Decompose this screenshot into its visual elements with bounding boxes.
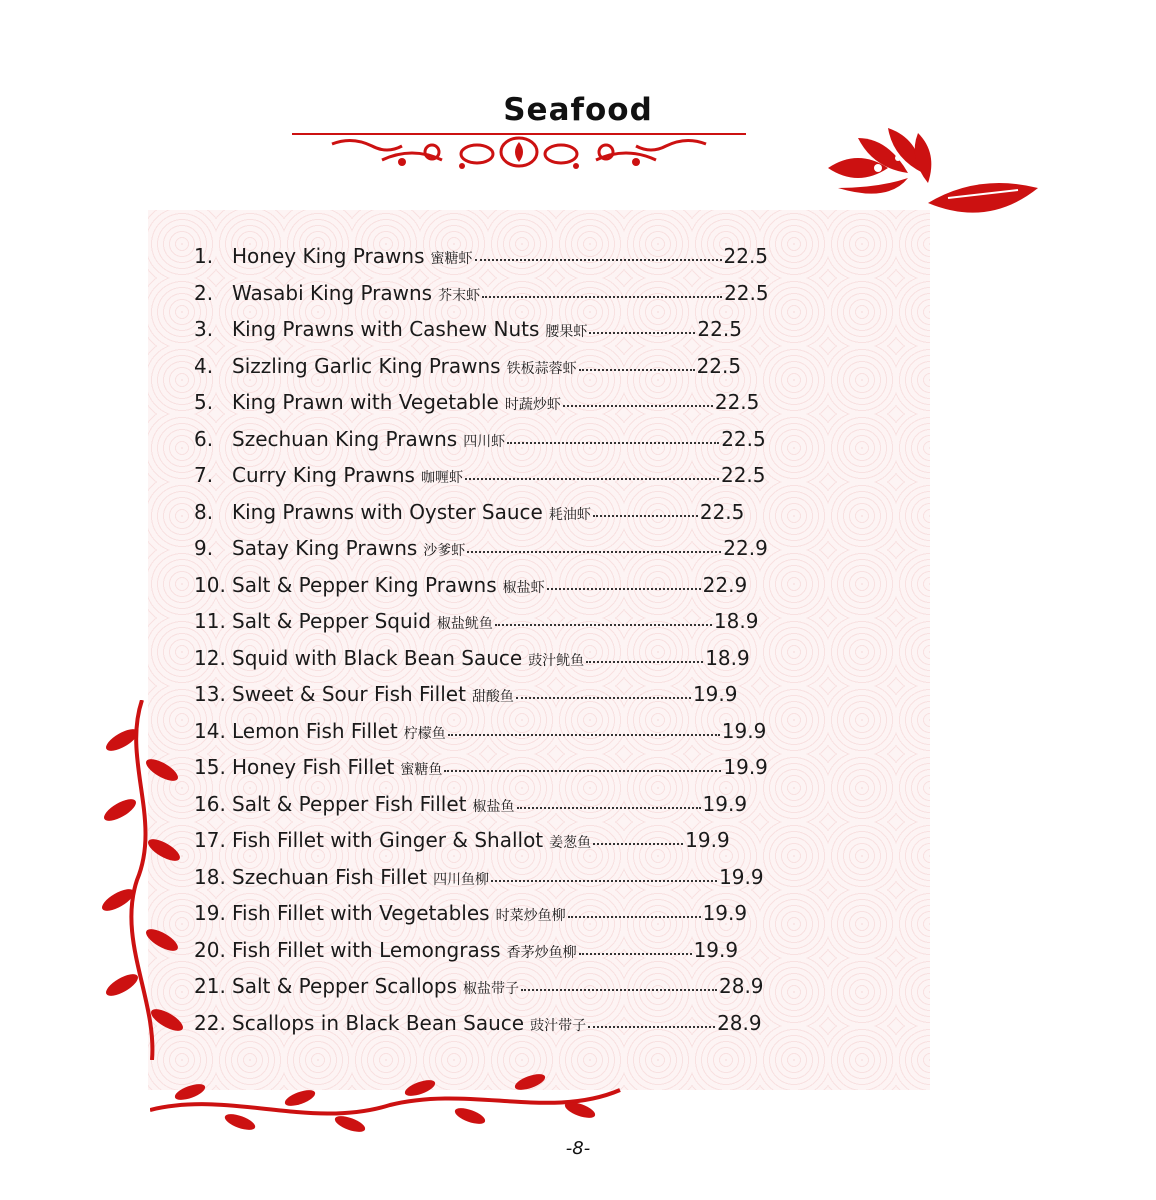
menu-item-chinese-name: 时菜炒鱼柳 [495, 908, 566, 924]
menu-item-price: 19.9 [702, 791, 748, 816]
menu-item-chinese-name: 时蔬炒虾 [504, 397, 561, 413]
menu-item [194, 384, 794, 421]
menu-item-leader-dots [593, 511, 698, 517]
menu-item-number: 22. [194, 1010, 226, 1035]
menu-item-name: Salt & Pepper Fish Fillet [232, 791, 467, 816]
menu-item-chinese-name: 豉汁带子 [530, 1017, 587, 1034]
menu-item [194, 749, 794, 786]
menu-item-leader-dots [563, 401, 713, 407]
menu-item-name: Squid with Black Bean Sauce [232, 645, 523, 670]
menu-item-number: 6. [194, 426, 214, 451]
menu-item-name: Salt & Pepper King Prawns [232, 572, 497, 597]
menu-item-name: Lemon Fish Fillet [232, 718, 398, 743]
menu-list [194, 238, 794, 1041]
menu-item-number: 10. [194, 572, 226, 597]
menu-item [194, 786, 794, 823]
menu-item-name: Scallops in Black Bean Sauce [232, 1010, 525, 1035]
menu-item-number: 16. [194, 791, 226, 816]
menu-item-price: 22.5 [723, 244, 769, 268]
menu-item-name: Salt & Pepper Scallops [232, 974, 457, 998]
menu-item-chinese-name: 芥末虾 [438, 287, 481, 304]
menu-item-chinese-name: 姜葱鱼 [549, 835, 592, 851]
menu-item-name: Szechuan Fish Fillet [232, 864, 428, 889]
menu-item-chinese-name: 四川虾 [463, 433, 506, 450]
menu-item-name: King Prawns with Oyster Sauce [232, 499, 543, 524]
menu-item-number: 3. [194, 317, 214, 341]
menu-item-price: 22.5 [720, 463, 766, 487]
menu-item-number: 7. [194, 463, 214, 487]
menu-item-number: 17. [194, 828, 226, 852]
menu-item-name: King Prawn with Vegetable [232, 390, 499, 414]
menu-item-name: Honey Fish Fillet [232, 755, 395, 779]
menu-item [194, 968, 794, 1005]
menu-item-number: 15. [194, 755, 226, 779]
menu-item-number: 18. [194, 864, 226, 889]
menu-item-chinese-name: 腰果虾 [545, 324, 588, 340]
menu-item-price: 22.5 [699, 499, 745, 524]
menu-item [194, 676, 794, 713]
menu-item-chinese-name: 沙爹虾 [423, 543, 466, 559]
menu-item-number: 11. [194, 609, 226, 633]
menu-item-leader-dots [444, 766, 721, 772]
menu-item-leader-dots [507, 438, 719, 444]
menu-item-price: 22.5 [721, 426, 766, 451]
menu-item-number: 14. [194, 718, 226, 743]
menu-item [194, 530, 794, 567]
menu-item-leader-dots [521, 985, 717, 991]
menu-item-number: 9. [194, 536, 214, 560]
menu-item [194, 238, 794, 275]
menu-item [194, 494, 794, 531]
menu-item-price: 28.9 [719, 974, 764, 998]
page-title: Seafood [503, 92, 653, 128]
menu-item-price: 19.9 [723, 755, 768, 779]
menu-item [194, 640, 794, 677]
menu-item-price: 19.9 [685, 828, 730, 852]
menu-item-leader-dots [579, 365, 695, 371]
menu-item-chinese-name: 蜜糖鱼 [400, 762, 443, 778]
menu-item [194, 567, 794, 604]
menu-item-price: 22.5 [696, 353, 742, 378]
menu-item-price: 19.9 [692, 682, 738, 706]
menu-item-name: Salt & Pepper Squid [232, 609, 431, 633]
menu-item [194, 713, 794, 750]
menu-item-leader-dots [516, 693, 691, 699]
menu-item-chinese-name: 椒盐虾 [502, 579, 545, 596]
menu-item-chinese-name: 耗油虾 [548, 506, 591, 523]
title-ornament-icon [292, 130, 746, 174]
lotus-flower-icon [818, 128, 1040, 228]
menu-item-chinese-name: 豉汁鱿鱼 [528, 652, 585, 669]
menu-item-chinese-name: 蜜糖虾 [430, 251, 473, 267]
menu-item-chinese-name: 椒盐带子 [463, 981, 519, 997]
menu-item-price: 18.9 [705, 645, 750, 670]
menu-item-price: 18.9 [713, 609, 759, 633]
menu-item-chinese-name: 柠檬鱼 [403, 725, 446, 742]
menu-item-number: 13. [194, 682, 226, 706]
menu-item-price: 22.5 [714, 390, 760, 414]
menu-item-number: 21. [194, 974, 226, 998]
menu-item [194, 457, 794, 494]
menu-item-name: Wasabi King Prawns [232, 280, 433, 305]
page-number: -8- [565, 1138, 591, 1159]
menu-item-number: 2. [194, 280, 214, 305]
menu-item-leader-dots [448, 730, 720, 736]
menu-item-price: 19.9 [702, 901, 748, 925]
menu-item-number: 4. [194, 353, 214, 378]
menu-item-chinese-name: 铁板蒜蓉虾 [506, 360, 577, 377]
menu-item-leader-dots [517, 803, 701, 809]
menu-item-name: Fish Fillet with Vegetables [232, 901, 490, 925]
menu-item [194, 311, 794, 348]
menu-item [194, 1005, 794, 1042]
menu-item-leader-dots [495, 620, 712, 626]
menu-item-number: 12. [194, 645, 226, 670]
menu-item-price: 22.9 [723, 536, 768, 560]
menu-item-price: 28.9 [717, 1010, 762, 1035]
menu-item-leader-dots [579, 949, 692, 955]
menu-item-leader-dots [475, 255, 722, 261]
menu-item-chinese-name: 椒盐鱿鱼 [436, 616, 493, 632]
menu-item-number: 5. [194, 390, 214, 414]
menu-item-leader-dots [465, 474, 719, 480]
menu-item-name: Fish Fillet with Ginger & Shallot [232, 828, 544, 852]
menu-item-chinese-name: 咖喱虾 [420, 470, 463, 486]
menu-item-leader-dots [588, 1022, 715, 1028]
menu-item [194, 859, 794, 896]
menu-item-chinese-name: 椒盐鱼 [472, 798, 515, 815]
menu-item-leader-dots [589, 328, 695, 334]
menu-item-leader-dots [491, 876, 717, 882]
menu-item [194, 895, 794, 932]
vine-ornament-icon [92, 700, 192, 1060]
vine-ornament-bottom-icon [150, 1060, 630, 1140]
menu-item-price: 22.5 [724, 280, 769, 305]
menu-item-number: 20. [194, 937, 226, 962]
menu-item-name: Sweet & Sour Fish Fillet [232, 682, 466, 706]
menu-item-price: 19.9 [721, 718, 767, 743]
menu-item-price: 22.9 [702, 572, 748, 597]
menu-item-leader-dots [482, 292, 722, 298]
menu-item-number: 8. [194, 499, 214, 524]
menu-item [194, 421, 794, 458]
menu-item-chinese-name: 四川鱼柳 [433, 871, 490, 888]
menu-item-number: 1. [194, 244, 214, 268]
menu-item-leader-dots [568, 912, 701, 918]
menu-item [194, 932, 794, 969]
menu-item-price: 19.9 [693, 937, 739, 962]
menu-item-chinese-name: 香茅炒鱼柳 [506, 944, 577, 961]
menu-item [194, 603, 794, 640]
menu-item-leader-dots [593, 839, 683, 845]
menu-item-name: King Prawns with Cashew Nuts [232, 317, 540, 341]
menu-item [194, 822, 794, 859]
menu-item-name: Curry King Prawns [232, 463, 415, 487]
menu-item-name: Satay King Prawns [232, 536, 418, 560]
menu-item-leader-dots [586, 657, 703, 663]
menu-item-leader-dots [467, 547, 721, 553]
menu-item-number: 19. [194, 901, 226, 925]
menu-item-name: Sizzling Garlic King Prawns [232, 353, 501, 378]
menu-item-price: 22.5 [697, 317, 742, 341]
menu-item-price: 19.9 [719, 864, 764, 889]
menu-item-name: Honey King Prawns [232, 244, 425, 268]
menu-item-chinese-name: 甜酸鱼 [471, 689, 514, 705]
menu-item-name: Szechuan King Prawns [232, 426, 458, 451]
menu-item-leader-dots [547, 584, 701, 590]
menu-item [194, 275, 794, 312]
menu-item-name: Fish Fillet with Lemongrass [232, 937, 501, 962]
menu-item [194, 348, 794, 385]
